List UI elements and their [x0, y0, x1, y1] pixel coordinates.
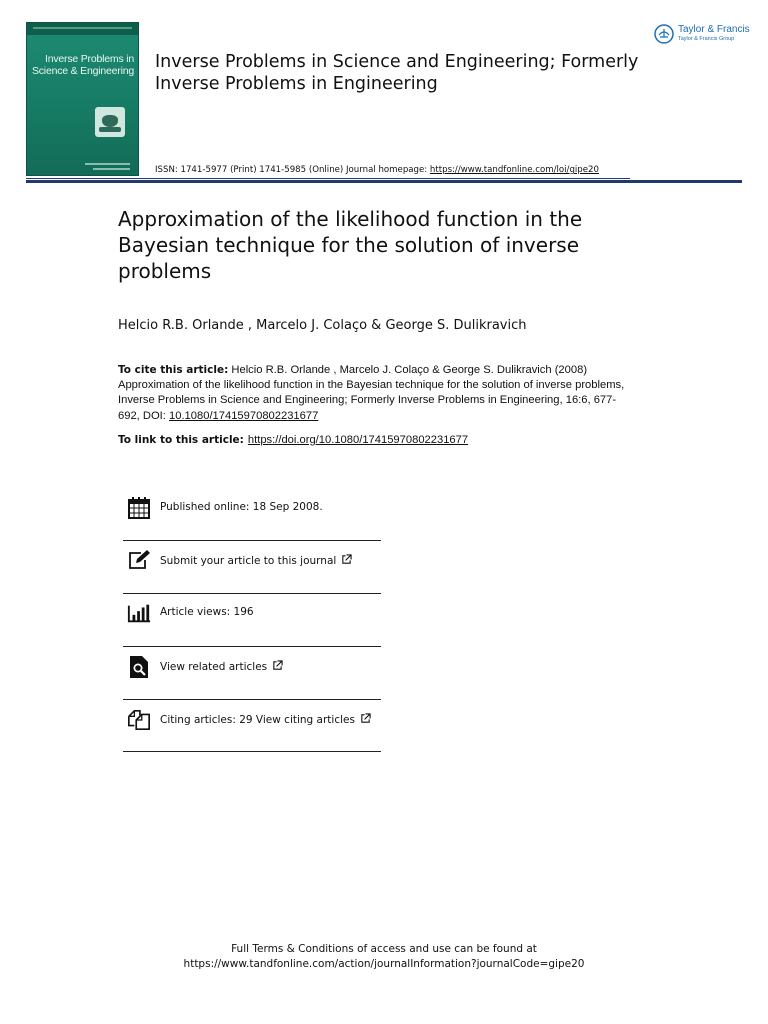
external-link-icon: [360, 713, 371, 724]
journal-cover: [26, 22, 139, 176]
cover-artwork: [95, 107, 125, 137]
info-divider: [123, 593, 381, 594]
article-authors: Helcio R.B. Orlande , Marcelo J. Colaço & George S. Dulikravich: [118, 318, 527, 333]
article-views-text: Article views: 196: [160, 606, 254, 618]
info-divider: [123, 646, 381, 647]
cover-top-strip: [27, 23, 138, 35]
article-title: Approximation of the likelihood function in the Bayesian technique for the solution of inverse problems: [118, 207, 583, 283]
cover-journal-name: Inverse Problems in Science & Engineering: [31, 53, 134, 77]
related-articles-label: View related articles: [160, 661, 268, 673]
info-divider: [123, 699, 381, 700]
published-online-text: Published online: 18 Sep 2008.: [160, 501, 323, 513]
citation-doi-link[interactable]: 10.1080/17415970802231677: [169, 409, 319, 422]
cover-top-line: [33, 27, 132, 29]
footer-terms-link[interactable]: https://www.tandfonline.com/action/journalInformation?journalCode=gipe20: [183, 958, 585, 970]
journal-homepage-link[interactable]: https://www.tandfonline.com/loi/gipe20: [429, 165, 599, 175]
cover-editor-line: [93, 168, 130, 170]
header-divider-thin: [26, 178, 630, 179]
article-link-line: [118, 434, 468, 446]
related-articles-text[interactable]: [160, 660, 283, 673]
footer-terms-text: Full Terms & Conditions of access and use can be found at: [231, 943, 537, 955]
submit-article-label: Submit your article to this journal: [160, 555, 337, 567]
citation-block: [118, 363, 628, 424]
citation-label: To cite this article:: [118, 364, 229, 376]
cover-editor-line: [85, 163, 130, 165]
calendar-icon: [127, 496, 151, 520]
citing-articles-item[interactable]: [123, 708, 381, 760]
footer: [0, 942, 768, 972]
issn-text: ISSN: 1741-5977 (Print) 1741-5985 (Online) Journal homepage:: [155, 165, 430, 175]
article-link-label: To link to this article:: [118, 434, 244, 446]
citation-text: Helcio R.B. Orlande , Marcelo J. Colaço & George S. Dulikravich (2008) Approximation of the likelihood function in the Bayesian technique for the solution of inverse problems, Inverse Problems in Science and Engineering; Formerly Inverse Problems in Engineering, 16:6, 677-692, DOI:: [118, 364, 625, 422]
citing-articles-text[interactable]: [160, 713, 371, 726]
external-link-icon: [341, 554, 352, 565]
citing-articles-icon: [127, 708, 151, 732]
publisher-group: Taylor & Francis Group: [678, 36, 735, 42]
publisher-logo-icon: [654, 24, 674, 44]
external-link-icon: [272, 660, 283, 671]
bar-chart-icon: [127, 601, 151, 625]
citing-articles-label: Citing articles: 29 View citing articles: [160, 714, 355, 726]
journal-title: Inverse Problems in Science and Engineering; Formerly Inverse Problems in Engineering: [155, 52, 639, 94]
header-divider: [26, 180, 742, 183]
info-divider: [123, 540, 381, 541]
info-divider: [123, 751, 381, 752]
publisher-name: Taylor & Francis: [678, 24, 750, 35]
issn-line: [155, 165, 599, 175]
document-search-icon: [127, 655, 151, 679]
article-doi-link[interactable]: https://doi.org/10.1080/17415970802231677: [247, 434, 469, 446]
submit-article-text[interactable]: [160, 554, 352, 567]
edit-icon: [127, 549, 151, 573]
